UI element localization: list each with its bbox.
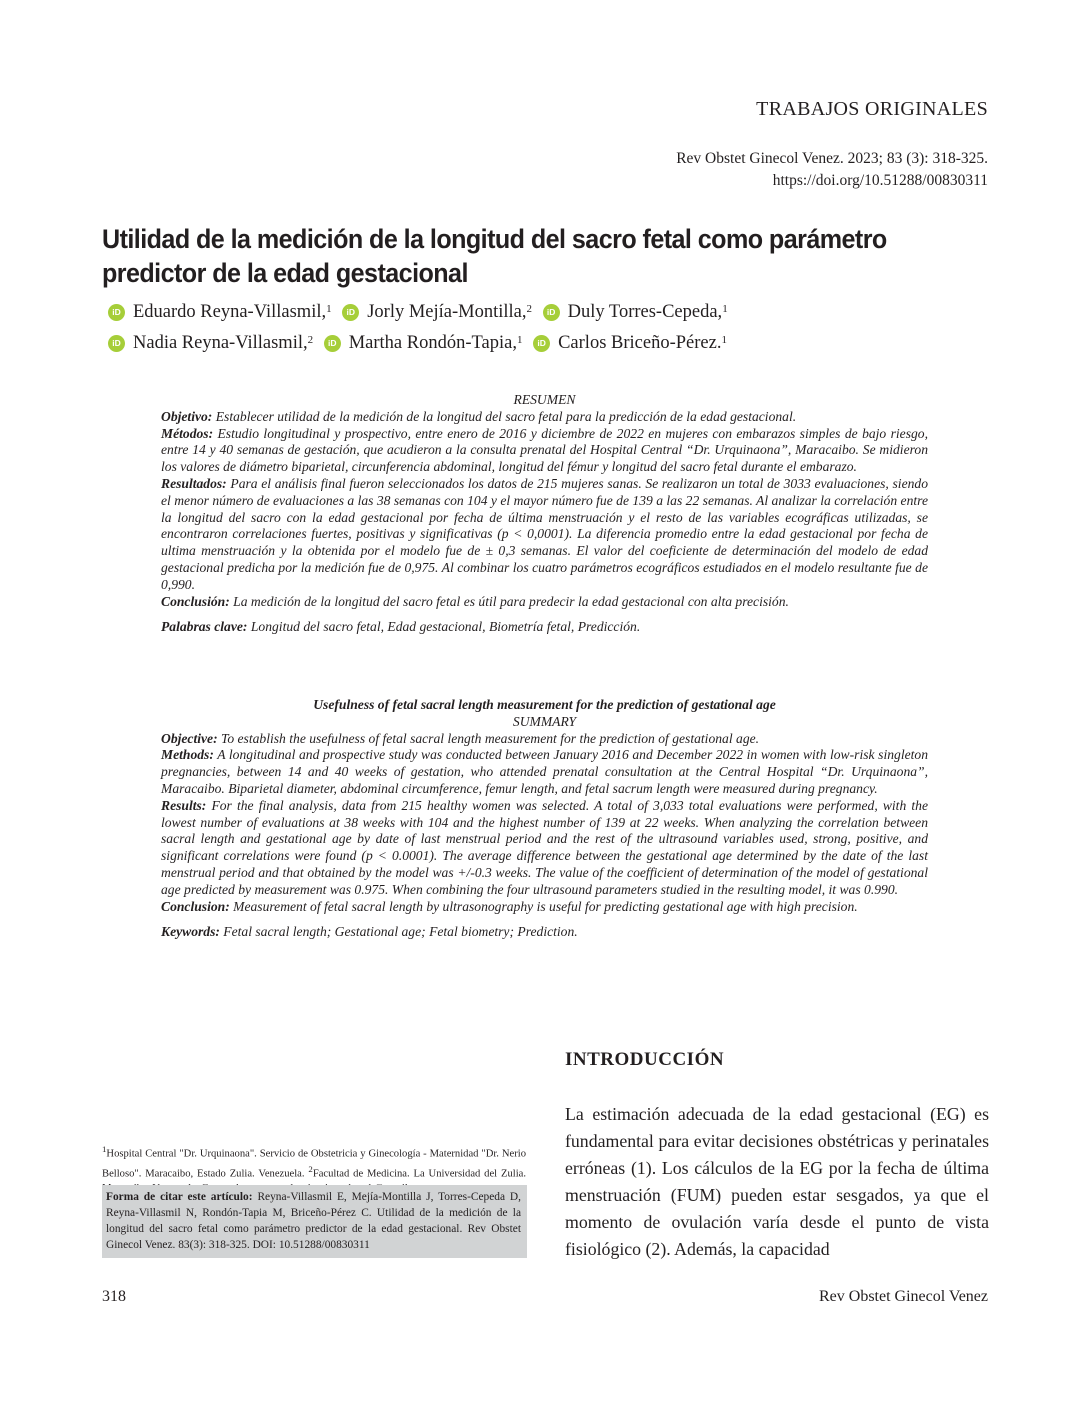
running-footer: Rev Obstet Ginecol Venez — [819, 1288, 988, 1305]
affiliation-mark: 1 — [516, 334, 523, 346]
summary-keywords — [161, 924, 928, 941]
page-number: 318 — [102, 1288, 126, 1305]
author[interactable] — [108, 298, 332, 327]
author[interactable] — [108, 329, 313, 358]
label: Results: — [161, 797, 207, 813]
text: Estudio longitudinal y prospectivo, entre enero de 2016 y diciembre de 2022 en mujeres con embarazos simples de bajo riesgo, entre 14 y 40 semanas de gestación, que acudieron a la consulta prenatal del Hospital Central “Dr. Urquinaona”, Maracaibo. Se midieron los valores de diámetro biparietal, circunferencia abdominal, longitud del fémur y longitud del sacro fetal durante el embarazo. — [161, 425, 928, 475]
label: Palabras clave: — [161, 619, 248, 635]
footnote-text: Hospital Central "Dr. Urquinaona". Servicio de Obstetricia y Ginecología - Maternidad "Dr. Nerio Belloso". Maracaibo, Estado Zulia. Venezuela. — [102, 1148, 526, 1180]
resumen-palabras-clave — [161, 619, 928, 636]
orcid-icon[interactable]: iD — [543, 304, 560, 321]
label: Objective: — [161, 730, 218, 746]
intro-paragraph: La estimación adecuada de la edad gestacional (EG) es fundamental para evitar decisiones obstétricas y perinatales erróneas (1). Los cálculos de la EG por la fecha de última menstruación (FUM) pueden estar sesgados, ya que el momento de ovulación varía desde el punto de vista fisiológico (2). Además, la capacidad — [565, 1104, 989, 1259]
resumen-heading: RESUMEN — [513, 392, 576, 407]
how-to-cite-box — [102, 1185, 527, 1258]
text: La medición de la longitud del sacro fetal es útil para predecir la edad gestacional con alta precisión. — [229, 593, 789, 609]
resumen-resultados — [161, 476, 928, 594]
author-name: Carlos Briceño-Pérez. — [558, 333, 722, 353]
label: Conclusion: — [161, 898, 230, 914]
text: Establecer utilidad de la medición de la longitud del sacro fetal para la predicción de la edad gestacional. — [212, 408, 797, 424]
text: Fetal sacral length; Gestational age; Fetal biometry; Prediction. — [219, 924, 578, 940]
summary-conclusion — [161, 899, 928, 916]
resumen-block — [161, 392, 928, 636]
label: Keywords: — [161, 924, 220, 940]
text: For the final analysis, data from 215 healthy women was selected. A total of 3,033 total evaluations were performed, with the lowest number of evaluations at 38 weeks with 104 and the highest number of 139 at 22 weeks. When analyzing the correlation between sacral length and gestational age by date of last menstrual period and the rest of the ultrasound variables used, strong, positive, and significant correlations were found (p < 0.0001). The average difference between the gestational age determined by the date of the last menstrual period and that obtained by the model was +/-0.3 weeks. The value of the coefficient of determination of the model of gestational age predicted by measurement was 0.975. When combining the four ultrasound parameters studied in the resulting model, it was 0.990. — [161, 797, 928, 897]
author[interactable] — [324, 329, 523, 358]
author-name: Jorly Mejía-Montilla, — [367, 302, 527, 322]
footnote-mark: 2 — [308, 1163, 313, 1174]
author-name: Martha Rondón-Tapia, — [348, 333, 517, 353]
author-name: Eduardo Reyna-Villasmil, — [133, 302, 327, 322]
orcid-icon[interactable]: iD — [342, 304, 359, 321]
footnote-mark: 1 — [102, 1144, 107, 1154]
summary-heading: SUMMARY — [512, 713, 577, 729]
orcid-icon[interactable]: iD — [324, 335, 341, 352]
author-list — [108, 296, 988, 358]
article-title: Utilidad de la medición de la longitud del sacro fetal como parámetro predictor de la edad gestacional — [102, 224, 887, 288]
text: Para el análisis final fueron seleccionados los datos de 215 mujeres sanas. Se realizaron un total de 3033 evaluaciones, siendo el menor número de evaluaciones a las 38 semanas con 104 y el mayor número fue de 139 a las 22 semanas. Al analizar la correlación entre la longitud del sacro con la edad gestacional por fecha de última menstruación y el resto de las variables ecográficas utilizadas, se encontraron correlaciones fuertes, positivas y significativas (p < 0,0001). La diferencia promedio entre la edad gestacional por fecha de ultima menstruación y la obtenida por el modelo fue de ± 0,3 semanas. El valor del coeficiente de determinación del modelo de edad gestacional predicha por la medición fue de 0,975. Al combinar los cuatro parámetros ecográficos estudiados en el modelo resultante fue de 0,990. — [161, 475, 928, 592]
text: To establish the usefulness of fetal sacral length measurement for the prediction of gestational age. — [217, 730, 760, 746]
label: Methods: — [161, 747, 214, 763]
affiliation-mark: 1 — [721, 334, 727, 346]
author[interactable] — [342, 298, 532, 327]
label: Resultados: — [161, 475, 227, 491]
author[interactable] — [533, 329, 727, 358]
label: Objetivo: — [161, 408, 213, 424]
doi-link[interactable]: https://doi.org/10.51288/00830311 — [772, 172, 988, 189]
affiliation-mark: 2 — [307, 334, 314, 346]
summary-results — [161, 798, 928, 899]
cite-label: Forma de citar este artículo: — [106, 1191, 253, 1203]
label: Conclusión: — [161, 593, 230, 609]
citation-reference: Rev Obstet Ginecol Venez. 2023; 83 (3): 318-325. — [676, 150, 988, 167]
resumen-metodos — [161, 426, 928, 476]
english-title: Usefulness of fetal sacral length measurement for the prediction of gestational age — [313, 697, 776, 712]
author-name: Nadia Reyna-Villasmil, — [133, 333, 308, 353]
affiliation-mark: 2 — [526, 303, 533, 315]
journal-citation — [676, 148, 988, 192]
resumen-conclusion — [161, 594, 928, 611]
text: Measurement of fetal sacral length by ultrasonography is useful for predicting gestational age with high precision. — [229, 898, 858, 914]
orcid-icon[interactable]: iD — [108, 335, 125, 352]
orcid-icon[interactable]: iD — [108, 304, 125, 321]
text: Longitud del sacro fetal, Edad gestacional, Biometría fetal, Predicción. — [247, 619, 641, 635]
footnote-text: Facultad de Medicina. La Universidad del Zulia. — [312, 1168, 526, 1180]
cite-text: Reyna-Villasmil E, Mejía-Montilla J, Torres-Cepeda D, Reyna-Villasmil N, Rondón-Tapia M, Briceño-Pérez C. Utilidad de la medición de la longitud del sacro fetal como parámetro predictor de la edad gestacional. Rev Obstet Ginecol Venez. 83(3): 318-325. DOI: 10.51288/00830311 — [106, 1191, 521, 1251]
affiliation-mark: 1 — [722, 303, 728, 315]
summary-methods — [161, 747, 928, 797]
intro-heading: INTRODUCCIÓN — [565, 1049, 725, 1070]
affiliation-mark: 1 — [326, 303, 332, 315]
summary-objective — [161, 731, 928, 748]
summary-block — [161, 697, 928, 941]
orcid-icon[interactable]: iD — [533, 335, 550, 352]
section-label: TRABAJOS ORIGINALES — [756, 98, 988, 120]
label: Métodos: — [161, 425, 214, 441]
author-name: Duly Torres-Cepeda, — [567, 302, 723, 322]
text: A longitudinal and prospective study was conducted between January 2016 and December 2022 in women with low-risk singleton pregnancies, between 14 and 40 weeks of gestation, who attended prenatal consultation at the Central Hospital “Dr. Urquinaona”, Maracaibo. Biparietal diameter, abdominal circumference, femur length, and fetal sacrum length were measured during pregnancy. — [161, 747, 928, 796]
resumen-objetivo — [161, 409, 928, 426]
author[interactable] — [543, 298, 728, 327]
